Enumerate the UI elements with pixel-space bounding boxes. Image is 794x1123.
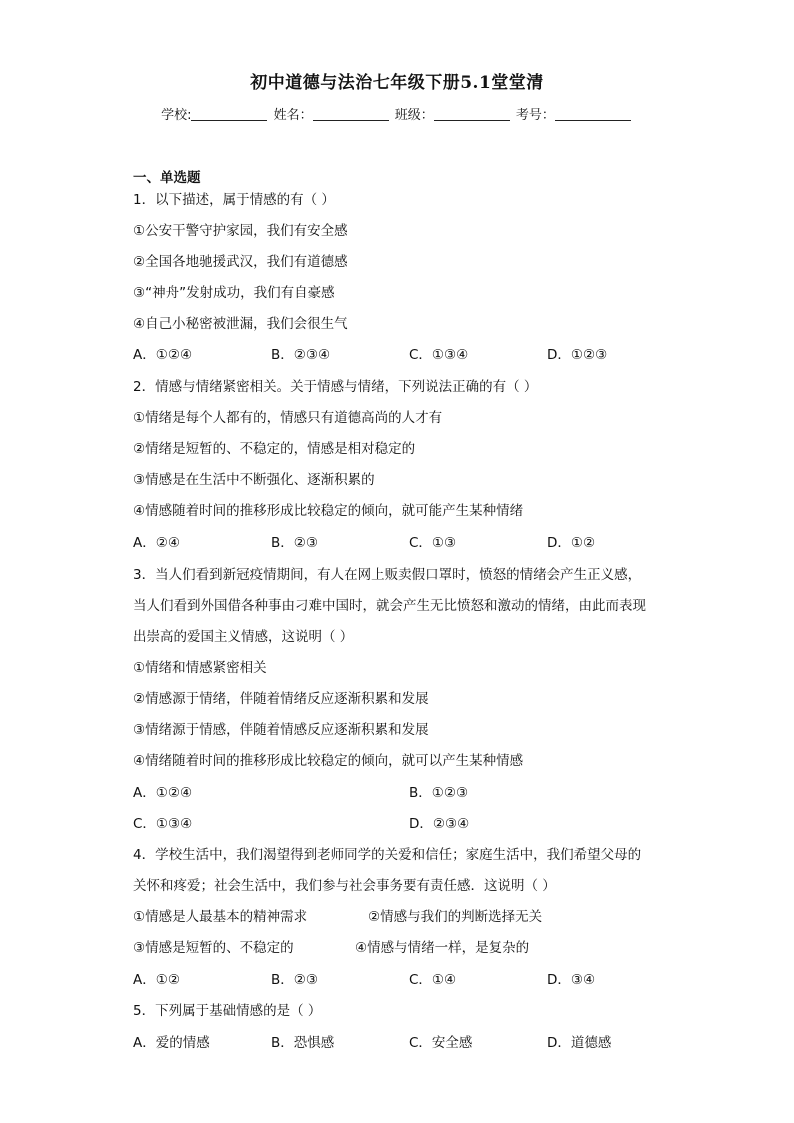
question-1-item: ④自己小秘密被泄漏，我们会很生气 [133, 316, 348, 332]
question-5-option-d[interactable]: D．道德感 [547, 1035, 612, 1051]
question-4-option-b[interactable]: B．②③ [271, 972, 318, 988]
exam-no-blank[interactable] [555, 107, 631, 121]
page-title: 初中道德与法治七年级下册5.1堂堂清 [250, 73, 544, 93]
class-label: 班级： [394, 108, 434, 123]
exam-no-label: 考号： [515, 108, 555, 123]
question-5-stem: 5．下列属于基础情感的是（ ） [133, 1003, 322, 1019]
question-5-option-a[interactable]: A．爱的情感 [133, 1035, 210, 1051]
question-3-stem: 3．当人们看到新冠疫情期间，有人在网上贩卖假口罩时，愤怒的情绪会产生正义感， [133, 567, 642, 583]
question-1-option-a[interactable]: A．①②④ [133, 347, 193, 363]
question-2-option-a[interactable]: A．②④ [133, 535, 180, 551]
question-2-item: ①情绪是每个人都有的，情感只有道德高尚的人才有 [133, 410, 443, 426]
question-3-item: ③情绪源于情感，伴随着情感反应逐渐积累和发展 [133, 722, 429, 738]
question-3-stem: 出崇高的爱国主义情感，这说明（ ） [133, 629, 354, 645]
question-3-option-d[interactable]: D．②③④ [409, 816, 470, 832]
class-blank[interactable] [434, 107, 510, 121]
question-4-stem: 关怀和疼爱；社会生活中，我们参与社会事务要有责任感．这说明（ ） [133, 878, 556, 894]
question-4-option-a[interactable]: A．①② [133, 972, 180, 988]
question-3-option-a[interactable]: A．①②④ [133, 785, 193, 801]
question-2-item: ③情感是在生活中不断强化、逐渐积累的 [133, 472, 375, 488]
question-4-item: ④情感与情绪一样，是复杂的 [355, 940, 530, 956]
question-3-stem: 当人们看到外国借各种事由刁难中国时，就会产生无比愤怒和激动的情绪，由此而表现 [133, 598, 646, 614]
question-4-item: ③情感是短暂的、不稳定的 [133, 940, 294, 956]
question-5-option-b[interactable]: B．恐惧感 [271, 1035, 335, 1051]
question-1-item: ③“神舟”发射成功，我们有自豪感 [133, 285, 335, 301]
question-3-item: ②情感源于情绪，伴随着情绪反应逐渐积累和发展 [133, 691, 429, 707]
school-blank[interactable] [191, 107, 267, 121]
question-3-option-c[interactable]: C．①③④ [133, 816, 193, 832]
question-1-option-c[interactable]: C．①③④ [409, 347, 469, 363]
question-5-option-c[interactable]: C．安全感 [409, 1035, 473, 1051]
question-4-item: ②情感与我们的判断选择无关 [368, 909, 543, 925]
question-4-item: ①情感是人最基本的精神需求 [133, 909, 308, 925]
question-1-stem: 1．以下描述，属于情感的有（ ） [133, 192, 335, 208]
question-2-stem: 2．情感与情绪紧密相关。关于情感与情绪，下列说法正确的有（ ） [133, 379, 538, 395]
question-4-option-c[interactable]: C．①④ [409, 972, 457, 988]
name-label: 姓名： [273, 108, 313, 123]
question-2-item: ④情感随着时间的推移形成比较稳定的倾向，就可能产生某种情绪 [133, 503, 524, 519]
question-2-item: ②情绪是短暂的、不稳定的，情感是相对稳定的 [133, 441, 416, 457]
question-2-option-b[interactable]: B．②③ [271, 535, 318, 551]
question-3-option-b[interactable]: B．①②③ [409, 785, 469, 801]
question-1-item: ②全国各地驰援武汉，我们有道德感 [133, 254, 348, 270]
question-3-item: ④情绪随着时间的推移形成比较稳定的倾向，就可以产生某种情感 [133, 753, 524, 769]
question-2-option-d[interactable]: D．①② [547, 535, 596, 551]
name-blank[interactable] [313, 107, 389, 121]
question-1-option-b[interactable]: B．②③④ [271, 347, 331, 363]
question-4-stem: 4．学校生活中，我们渴望得到老师同学的关爱和信任；家庭生活中，我们希望父母的 [133, 847, 642, 863]
school-label: 学校: [161, 108, 192, 123]
question-2-option-c[interactable]: C．①③ [409, 535, 457, 551]
question-1-option-d[interactable]: D．①②③ [547, 347, 608, 363]
section-heading: 一、单选题 [133, 170, 201, 186]
question-4-option-d[interactable]: D．③④ [547, 972, 596, 988]
question-1-item: ①公安干警守护家园，我们有安全感 [133, 223, 348, 239]
question-3-item: ①情绪和情感紧密相关 [133, 660, 267, 676]
student-info-row [0, 104, 794, 123]
